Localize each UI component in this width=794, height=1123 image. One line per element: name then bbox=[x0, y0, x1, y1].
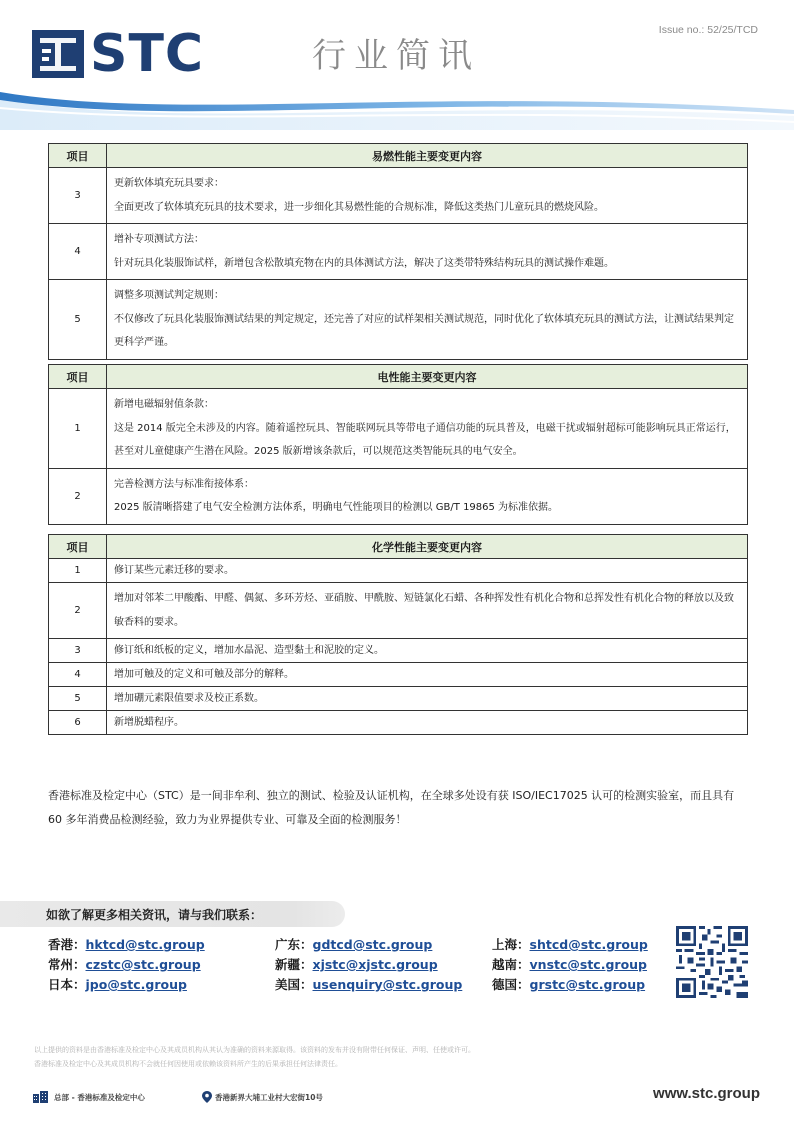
table-header-item: 项目 bbox=[49, 535, 107, 559]
contact-label: 新疆： bbox=[275, 957, 313, 972]
contact-email-link[interactable]: jpo@stc.group bbox=[85, 977, 187, 992]
contact-email-link[interactable]: hktcd@stc.group bbox=[85, 937, 205, 952]
contact-email-link[interactable]: xjstc@xjstc.group bbox=[312, 957, 438, 972]
contact-germany bbox=[492, 975, 645, 993]
row-description: 针对玩具化装服饰试样，新增包含松散填充物在内的具体测试方法，解决了这类带特殊结构玩具的测试操作难题。 bbox=[114, 257, 614, 269]
table-row bbox=[49, 280, 748, 360]
address bbox=[202, 1091, 323, 1103]
contact-label: 常州： bbox=[48, 957, 86, 972]
electrical-table bbox=[48, 364, 748, 525]
row-number: 5 bbox=[49, 280, 107, 360]
table-header-item: 项目 bbox=[49, 365, 107, 389]
about-stc-paragraph: 香港标准及检定中心（STC）是一间非牟利、独立的测试、检验及认证机构，在全球多处设有获 ISO/IEC17025 认可的检测实验室，而且具有 60 多年消费品检测经验，致力为业界提供专业、可靠及全面的检测服务！ bbox=[48, 789, 735, 826]
row-content bbox=[107, 468, 748, 524]
row-number: 5 bbox=[49, 687, 107, 711]
row-description: 不仅修改了玩具化装服饰测试结果的判定规定，还完善了对应的试样架相关测试规范，同时优化了软体填充玩具的测试方法，让测试结果判定更科学严谨。 bbox=[114, 313, 734, 348]
row-content bbox=[107, 389, 748, 469]
table-row bbox=[49, 687, 748, 711]
website-link[interactable]: www.stc.group bbox=[653, 1085, 760, 1102]
contact-title: 如欲了解更多相关资讯，请与我们联系： bbox=[46, 908, 263, 922]
row-number: 2 bbox=[49, 468, 107, 524]
row-content: 新增脱蜡程序。 bbox=[107, 711, 748, 735]
row-description: 这是 2014 版完全未涉及的内容。随着遥控玩具、智能联网玩具等带电子通信功能的玩具普及，电磁干扰或辐射超标可能影响玩具正常运行，甚至对儿童健康产生潜在风险。2025 版新增该条款后，可以规范这类智能玩具的电气安全。 bbox=[114, 422, 736, 457]
table-header-content: 电性能主要变更内容 bbox=[107, 365, 748, 389]
contact-hong-kong bbox=[48, 935, 205, 953]
contact-label: 越南： bbox=[492, 957, 530, 972]
contact-changzhou bbox=[48, 955, 201, 973]
stc-logo-mark-icon bbox=[32, 30, 84, 78]
contact-xinjiang bbox=[275, 955, 438, 973]
row-content bbox=[107, 168, 748, 224]
issue-number: Issue no.: 52/25/TCD bbox=[658, 24, 758, 36]
headquarters-label: 总部 - 香港标准及检定中心 bbox=[54, 1092, 145, 1102]
chemical-table bbox=[48, 534, 748, 735]
contact-email-link[interactable]: usenquiry@stc.group bbox=[312, 977, 463, 992]
row-content bbox=[107, 224, 748, 280]
contact-label: 香港： bbox=[48, 937, 86, 952]
flammability-table bbox=[48, 143, 748, 360]
contact-shanghai bbox=[492, 935, 648, 953]
header-swoosh-decoration bbox=[0, 78, 794, 130]
disclaimer bbox=[34, 1043, 475, 1071]
table-row bbox=[49, 168, 748, 224]
row-number: 2 bbox=[49, 583, 107, 639]
contact-japan bbox=[48, 975, 187, 993]
disclaimer-line: 香港标准及检定中心及其成员机构不会就任何因使用或依赖该资料所产生的后果承担任何法律责任。 bbox=[34, 1060, 342, 1068]
row-number: 6 bbox=[49, 711, 107, 735]
contact-email-link[interactable]: shtcd@stc.group bbox=[529, 937, 648, 952]
qr-code-icon[interactable] bbox=[676, 926, 748, 998]
row-content: 增加可触及的定义和可触及部分的解释。 bbox=[107, 663, 748, 687]
newsletter-title: 行业简讯 bbox=[312, 36, 480, 76]
contact-email-link[interactable]: grstc@stc.group bbox=[529, 977, 646, 992]
disclaimer-line: 以上提供的资料是由香港标准及检定中心及其成员机构从其认为准确的资料来源取得。该资料的发布并没有附带任何保证、声明、任使或许可。 bbox=[34, 1046, 475, 1054]
row-content bbox=[107, 280, 748, 360]
row-heading: 完善检测方法与标准衔接体系： bbox=[114, 478, 254, 490]
row-content: 增加对邻苯二甲酸酯、甲醛、偶氮、多环芳烃、亚硝胺、甲酰胺、短链氯化石蜡、各种挥发性有机化合物和总挥发性有机化合物的释放以及致敏香料的要求。 bbox=[107, 583, 748, 639]
table-header-content: 易燃性能主要变更内容 bbox=[107, 144, 748, 168]
table-row bbox=[49, 224, 748, 280]
address-label: 香港新界大埔工业村大宏街10号 bbox=[215, 1092, 323, 1102]
stc-logo bbox=[32, 24, 205, 84]
table-row bbox=[49, 663, 748, 687]
row-heading: 增补专项测试方法： bbox=[114, 234, 204, 245]
row-number: 3 bbox=[49, 168, 107, 224]
contact-usa bbox=[275, 975, 462, 993]
contact-email-link[interactable]: czstc@stc.group bbox=[85, 957, 201, 972]
row-heading: 调整多项测试判定规则： bbox=[114, 290, 224, 301]
contact-label: 上海： bbox=[492, 937, 530, 952]
table-row bbox=[49, 389, 748, 469]
contact-label: 美国： bbox=[275, 977, 313, 992]
table-row bbox=[49, 711, 748, 735]
row-heading: 更新软体填充玩具要求： bbox=[114, 178, 224, 189]
contact-label: 德国： bbox=[492, 977, 530, 992]
location-pin-icon bbox=[202, 1091, 212, 1103]
table-row bbox=[49, 468, 748, 524]
footer-divider bbox=[0, 1105, 794, 1108]
stc-logo-text: STC bbox=[90, 24, 205, 84]
row-content: 修订纸和纸板的定义，增加水晶泥、造型黏土和泥胶的定义。 bbox=[107, 639, 748, 663]
page-header bbox=[0, 0, 794, 130]
row-number: 1 bbox=[49, 559, 107, 583]
table-row bbox=[49, 559, 748, 583]
contact-vietnam bbox=[492, 955, 647, 973]
contact-guangdong bbox=[275, 935, 432, 953]
row-number: 4 bbox=[49, 224, 107, 280]
contact-label: 广东： bbox=[275, 937, 313, 952]
row-content: 修订某些元素迁移的要求。 bbox=[107, 559, 748, 583]
row-number: 3 bbox=[49, 639, 107, 663]
row-heading: 新增电磁辐射值条款： bbox=[114, 399, 214, 410]
table-row bbox=[49, 639, 748, 663]
row-description: 2025 版清晰搭建了电气安全检测方法体系，明确电气性能项目的检测以 GB/T 19865 为标准依据。 bbox=[114, 502, 559, 513]
table-header-item: 项目 bbox=[49, 144, 107, 168]
table-row bbox=[49, 583, 748, 639]
contact-label: 日本： bbox=[48, 977, 86, 992]
contact-email-link[interactable]: vnstc@stc.group bbox=[529, 957, 648, 972]
row-number: 4 bbox=[49, 663, 107, 687]
row-content: 增加硼元素限值要求及校正系数。 bbox=[107, 687, 748, 711]
table-header-content: 化学性能主要变更内容 bbox=[107, 535, 748, 559]
row-number: 1 bbox=[49, 389, 107, 469]
contact-email-link[interactable]: gdtcd@stc.group bbox=[312, 937, 433, 952]
headquarters bbox=[32, 1091, 145, 1103]
building-icon bbox=[32, 1091, 50, 1103]
row-description: 全面更改了软体填充玩具的技术要求，进一步细化其易燃性能的合规标准，降低这类热门儿童玩具的燃烧风险。 bbox=[114, 201, 604, 213]
